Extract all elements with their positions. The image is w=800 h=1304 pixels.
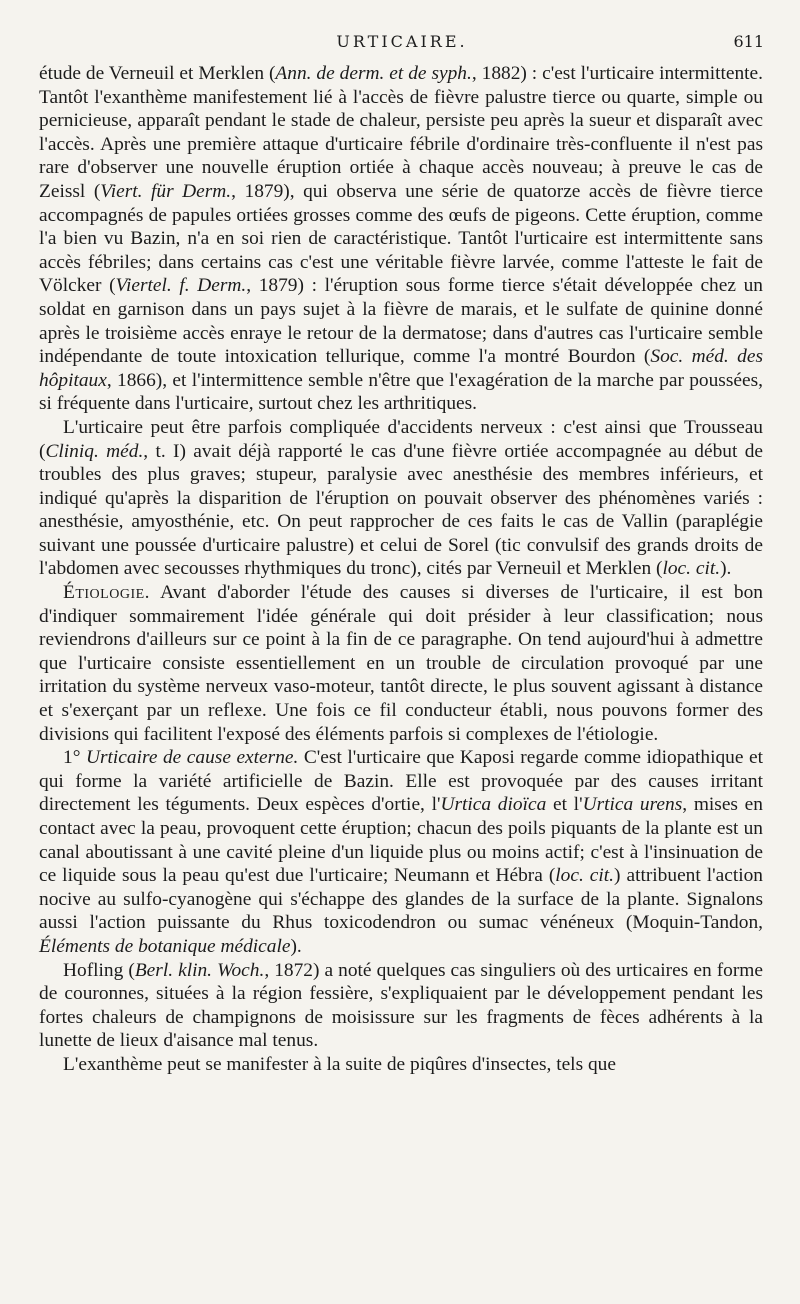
text-run: ). xyxy=(290,935,302,957)
text-run: , 1872) a noté quelques cas singuliers où des urticaires en forme de couronnes, situées à la région fessière, s'expliquaient par le développement pendant les fortes chaleurs de champignons de moisissure sur les fragments de fèces adhérents à la lunette de lieux d'aisance mal tenus. xyxy=(39,959,763,1052)
italic-text: Soc. méd. des hôpitaux xyxy=(39,346,763,391)
text-run: Avant d'aborder l'étude des causes si diverses de l'urticaire, il est bon d'indiquer sommairement l'idée générale qui doit présider à leur classification; nous reviendrons d'ailleurs sur ce point à la fin de ce paragraphe. On tend aujourd'hui à admettre que l'urticaire consiste essentiellement en un trouble de circulation provoqué par une irritation du système nerveux vaso-moteur, tantôt directe, le plus souvent agissant à distance et s'exerçant par un reflexe. Une fois ce fil conducteur établi, nous pouvons former des divisions qui facilitent l'exposé des éléments parfois si complexes de l'étiologie. xyxy=(39,582,763,745)
text-run: , 1882) : c'est l'urticaire intermittente. Tantôt l'exanthème manifestement lié à l'accès de fièvre palustre tierce ou quarte, simple ou pernicieuse, apparaît pendant le stade de chaleur, persiste peu après la sueur et disparaît avec l'accès. Après une première attaque d'urticaire fébrile d'ordinaire très-confluente il n'est pas rare d'observer une nouvelle éruption ortiée à chaque accès nouveau; à preuve le cas de Zeissl ( xyxy=(39,63,763,202)
italic-text: loc. cit. xyxy=(555,865,615,887)
text-run: , 1879), qui observa une série de quatorze accès de fièvre tierce accompagnés de papules ortiées grosses comme des œufs de pigeons. Cette éruption, comme l'a bien vu Bazin, n'a en soi rien de caractéristique. Tantôt l'urticaire est intermittente sans accès fébriles; dans certains cas c'est une véritable fièvre larvée, comme l'atteste le fait de Völcker ( xyxy=(39,180,763,297)
text-run: C'est l'urticaire que Kaposi regarde comme idiopathique et qui forme la variété artificielle de Bazin. Elle est provoquée par des causes irritant directement les téguments. Deux espèces d'ortie, l' xyxy=(39,747,763,816)
paragraph-piqures-insectes xyxy=(39,1053,763,1077)
paragraph-verneuil-merklen xyxy=(39,62,763,416)
body-text xyxy=(39,62,763,1077)
italic-text: Urtica dioïca xyxy=(440,794,547,816)
text-run: 1° xyxy=(63,747,86,769)
italic-text: Urtica urens xyxy=(582,794,683,816)
running-head xyxy=(40,32,764,62)
page-number: 611 xyxy=(733,32,764,51)
paragraph-accidents-nerveux xyxy=(39,416,763,581)
paragraph-hofling xyxy=(39,959,763,1053)
text-run: , 1879) : l'éruption sous forme tierce s'était développée chez un soldat en garnison dans un pays sujet à la fièvre de marais, et le sulfate de quinine donné après le troisième accès enraye le retour de la dermatose; dans d'autres cas l'urticaire semble indépendante de toute intoxication tellurique, comme l'a montré Bourdon ( xyxy=(39,275,763,368)
text-run: étude de Verneuil et Merklen ( xyxy=(39,63,276,84)
italic-text: Cliniq. méd. xyxy=(45,440,144,462)
text-run: L'urticaire peut être parfois compliquée d'accidents nerveux : c'est ainsi que Trousseau ( xyxy=(39,416,763,462)
text-run: et l' xyxy=(546,794,583,816)
text-run: , t. I) avait déjà rapporté le cas d'une fièvre ortiée accompagnée au début de troubles des plus graves; stupeur, paralysie avec anesthésie des membres inférieurs, et indiqué qu'après la disparition de l'éruption on pouvait observer des phénomènes variés : anesthésie, amyosthénie, etc. On peut rapprocher de ces faits le cas de Vallin (paraplégie suivant une poussée d'urticaire palustre) et celui de Sorel (tic convulsif des grands droits de l'abdomen avec secousses rhythmiques du tronc), cités par Verneuil et Merklen ( xyxy=(39,440,763,580)
italic-text: Urticaire de cause externe. xyxy=(85,747,299,769)
italic-text: Viert. für Derm. xyxy=(100,180,232,202)
italic-text: Berl. klin. Woch. xyxy=(134,959,265,981)
section-heading: Étiologie. xyxy=(63,582,151,604)
text-run: ). xyxy=(720,558,732,580)
italic-text: Ann. de derm. et de syph. xyxy=(275,63,472,84)
italic-text: Éléments de botanique médicale xyxy=(39,935,291,957)
italic-text: Viertel. f. Derm. xyxy=(115,275,247,297)
text-run: , mises en contact avec la peau, provoquent cette éruption; chacun des poils piquants de la plante est un canal aboutissant à une cavité pleine d'un liquide plus ou moins actif; c'est à l'insinuation de ce liquide sous la peau qu'est due l'urticaire; Neumann et Hébra ( xyxy=(39,794,763,887)
text-run: L'exanthème peut se manifester à la suite de piqûres d'insectes, tels que xyxy=(63,1053,616,1075)
text-run: , 1866), et l'intermittence semble n'être que l'exagération de la marche par poussées, si fréquente dans l'urticaire, surtout chez les arthritiques. xyxy=(39,369,763,415)
text-run: ) attribuent l'action nocive au sulfo-cyanogène qui s'échappe des glandes de la surface de la plante. Signalons aussi l'action puissante du Rhus toxicodendron ou sumac vénéneux (Moquin-Tandon, xyxy=(39,865,763,934)
running-title: URTICAIRE. xyxy=(336,32,468,51)
italic-text: loc. cit. xyxy=(662,558,721,580)
paragraph-cause-externe xyxy=(39,746,763,958)
text-run: Hofling ( xyxy=(63,959,135,981)
paragraph-etiologie xyxy=(39,581,763,746)
